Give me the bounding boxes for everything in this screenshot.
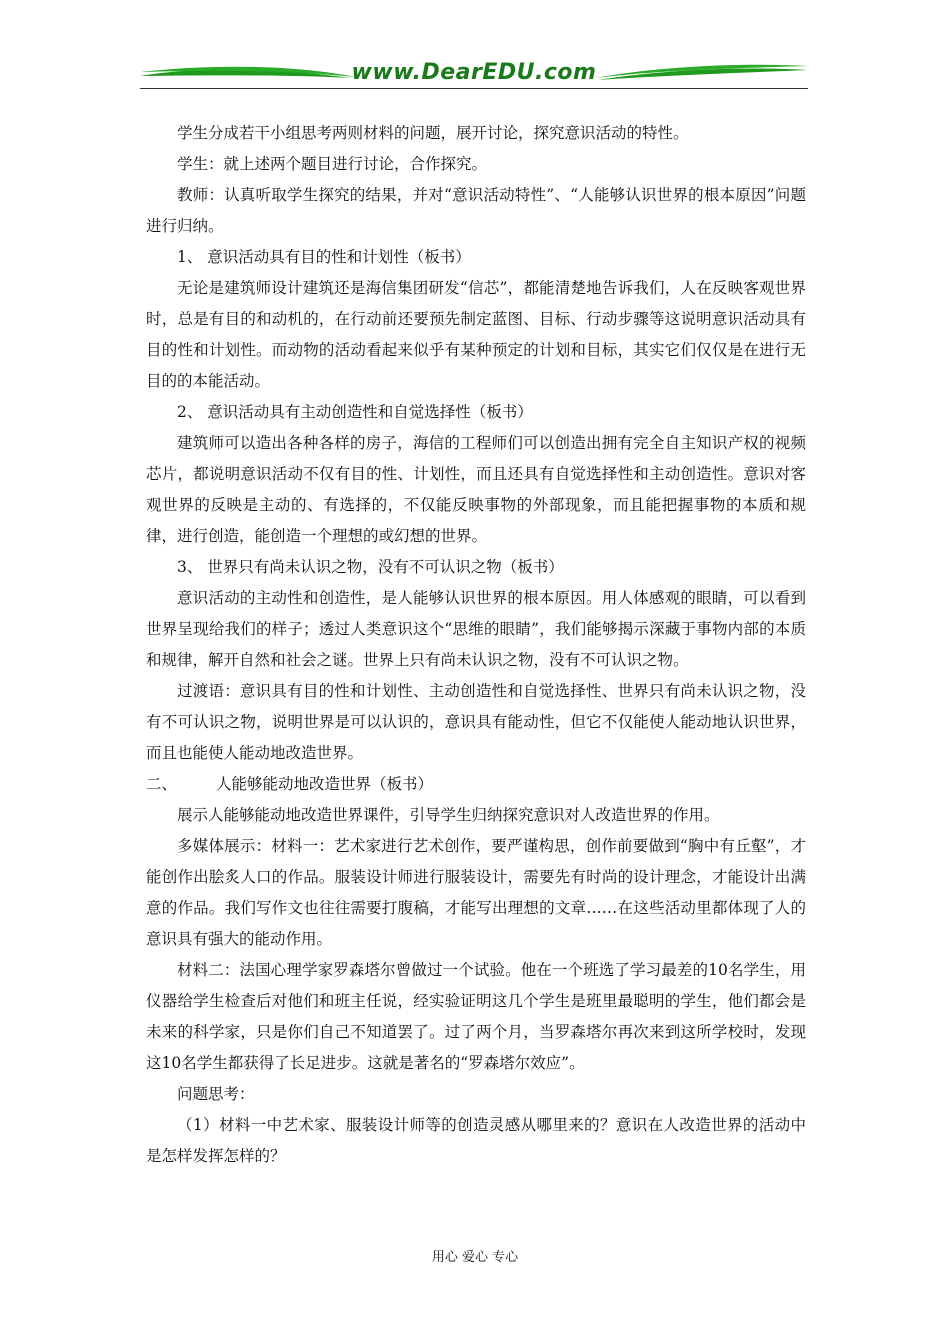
paragraph: 问题思考： (177, 1085, 255, 1103)
paragraph: 意识活动的主动性和创造性，是人能够认识世界的根本原因。用人体感观的眼睛，可以看到世界呈现给我们的样子；透过人类意识这个“思维的眼睛”，我们能够揭示深藏于事物内部的本质和规律，解开自然和社会之谜。世界上只有尚未认识之物，没有不可认识之物。 (146, 589, 806, 669)
section-heading (146, 769, 806, 800)
paragraph: 展示人能够能动地改造世界课件，引导学生归纳探究意识对人改造世界的作用。 (177, 806, 720, 824)
subheading: 3、 世界只有尚未认识之物，没有不可认识之物（板书） (177, 558, 564, 576)
paragraph: 无论是建筑师设计建筑还是海信集团研发“信芯”，都能清楚地告诉我们，人在反映客观世界时，总是有目的和动机的，在行动前还要预先制定蓝图、目标、行动步骤等这说明意识活动具有目的性和计划性。而动物的活动看起来似乎有某种预定的计划和目标，其实它们仅仅是在进行无目的的本能活动。 (146, 279, 806, 390)
page-footer: 用心 爱心 专心 (431, 1250, 519, 1265)
subheading: 1、 意识活动具有目的性和计划性（板书） (177, 248, 471, 266)
paragraph: 材料二：法国心理学家罗森塔尔曾做过一个试验。他在一个班选了学习最差的10名学生，用仪器给学生检查后对他们和班主任说，经实验证明这几个学生是班里最聪明的学生，他们都会是未来的科学家，只是你们自己不知道罢了。过了两个月，当罗森塔尔再次来到这所学校时，发现这10名学生都获得了长足进步。这就是著名的“罗森塔尔效应”。 (146, 961, 806, 1072)
subheading: 2、 意识活动具有主动创造性和自觉选择性（板书） (177, 403, 533, 421)
header-divider (140, 88, 808, 89)
paragraph: 学生：就上述两个题目进行讨论，合作探究。 (177, 155, 488, 173)
document-body (146, 118, 806, 1172)
section-number: 二、 (146, 775, 178, 793)
paragraph: 多媒体展示：材料一：艺术家进行艺术创作，要严谨构思，创作前要做到“胸中有丘壑”，才能创作出脍炙人口的作品。服装设计师进行服装设计，需要先有时尚的设计理念，才能设计出满意的作品。我们写作文也往往需要打腹稿，才能写出理想的文章……在这些活动里都体现了人的意识具有强大的能动作用。 (146, 837, 806, 948)
paragraph: （1）材料一中艺术家、服装设计师等的创造灵感从哪里来的？意识在人改造世界的活动中是怎样发挥怎样的？ (146, 1116, 806, 1165)
paragraph: 学生分成若干小组思考两则材料的问题，展开讨论，探究意识活动的特性。 (177, 124, 689, 142)
page-header (140, 58, 808, 98)
paragraph: 建筑师可以造出各种各样的房子，海信的工程师们可以创造出拥有完全自主知识产权的视频芯片，都说明意识活动不仅有目的性、计划性，而且还具有自觉选择性和主动创造性。意识对客观世界的反映是主动的、有选择的，不仅能反映事物的外部现象，而且能把握事物的本质和规律，进行创造，能创造一个理想的或幻想的世界。 (146, 434, 806, 545)
paragraph: 过渡语：意识具有目的性和计划性、主动创造性和自觉选择性、世界只有尚未认识之物，没有不可认识之物，说明世界是可以认识的，意识具有能动性，但它不仅能使人能动地认识世界，而且也能使人能动地改造世界。 (146, 682, 806, 762)
brand-logo-text[interactable]: www.DearEDU.com (351, 60, 597, 85)
section-title: 人能够能动地改造世界（板书） (216, 775, 434, 793)
paragraph: 教师：认真听取学生探究的结果，并对“意识活动特性”、“人能够认识世界的根本原因”问题进行归纳。 (146, 186, 806, 235)
